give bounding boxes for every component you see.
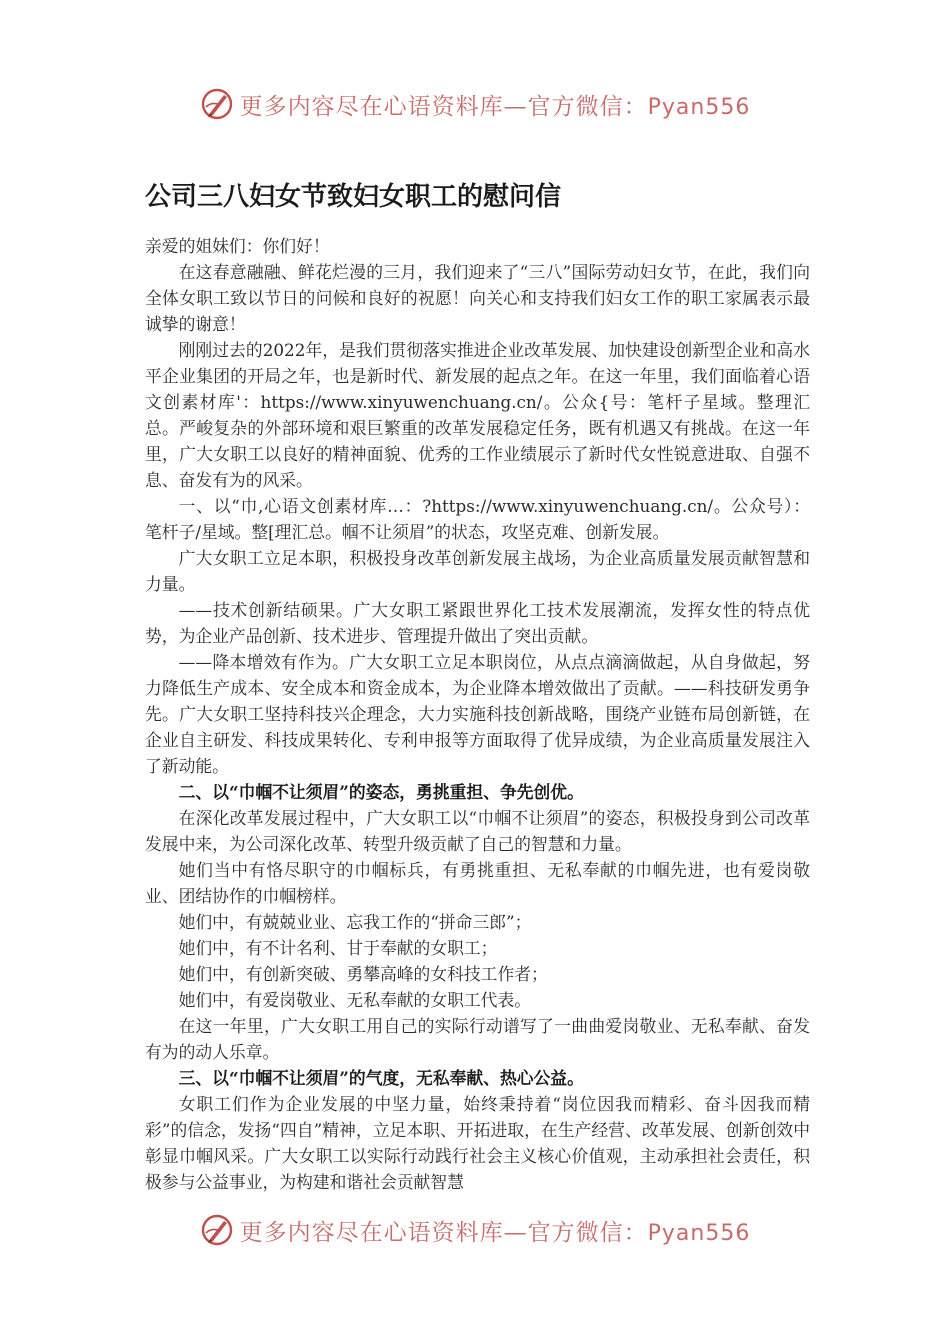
paragraph: 她们当中有恪尽职守的巾帼标兵，有勇挑重担、无私奉献的巾帼先进，也有爱岗敬业、团结协作的巾帼榜样。: [145, 860, 810, 906]
document-title: 公司三八妇女节致妇女职工的慰问信: [145, 182, 562, 212]
paragraph: 女职工们作为企业发展的中坚力量，始终秉持着“岗位因我而精彩、奋斗因我而精彩”的信念，发扬“四自”精神，立足本职、开拓进取，在生产经营、改革发展、创新创效中彰显巾帼风采。广大女职工以实际行动践行社会主义核心价值观，主动承担社会责任，积极参与公益事业，为构建和谐社会贡献智慧: [145, 1094, 810, 1192]
paragraph: ——技术创新结硕果。广大女职工紧跟世界化工技术发展潮流，发挥女性的特点优势，为企业产品创新、技术进步、管理提升做出了突出贡献。: [145, 600, 810, 646]
paragraph: 她们中，有不计名利、甘于奉献的女职工；: [178, 938, 498, 958]
watermark-text: 更多内容尽在心语资料库—官方微信：Pyan556: [239, 93, 751, 120]
paragraph: 她们中，有创新突破、勇攀高峰的女科技工作者；: [178, 964, 548, 984]
watermark-text: 更多内容尽在心语资料库—官方微信：Pyan556: [239, 1219, 751, 1246]
paragraph: 她们中，有兢兢业业、忘我工作的“拼命三郎”；: [178, 912, 532, 932]
pen-logo-icon: [200, 1213, 234, 1247]
paragraph: 广大女职工立足本职，积极投身改革创新发展主战场，为企业高质量发展贡献智慧和力量。: [145, 548, 810, 594]
section-heading-2: 二、以“巾帼不让须眉”的姿态，勇挑重担、争先创优。: [178, 782, 584, 802]
pen-logo-icon: [200, 87, 234, 121]
section-heading-3: 三、以“巾帼不让须眉”的气度，无私奉献、热心公益。: [178, 1068, 584, 1088]
paragraph: 在这一年里，广大女职工用自己的实际行动谱写了一曲曲爱岗敬业、无私奉献、奋发有为的动人乐章。: [145, 1016, 810, 1062]
paragraph: 她们中，有爱岗敬业、无私奉献的女职工代表。: [178, 990, 532, 1010]
footer-watermark-banner: [0, 1210, 950, 1250]
paragraph: 在这春意融融、鲜花烂漫的三月，我们迎来了“三八”国际劳动妇女节，在此，我们向全体女职工致以节日的问候和良好的祝愿！向关心和支持我们妇女工作的职工家属表示最诚挚的谢意！: [145, 262, 810, 334]
paragraph: ——降本增效有作为。广大女职工立足本职岗位，从点点滴滴做起，从自身做起，努力降低生产成本、安全成本和资金成本，为企业降本增效做出了贡献。——科技研发勇争先。广大女职工坚持科技兴企理念，大力实施科技创新战略，围绕产业链布局创新链，在企业自主研发、科技成果转化、专利申报等方面取得了优异成绩，为企业高质量发展注入了新动能。: [145, 652, 810, 776]
paragraph: 刚刚过去的2022年，是我们贯彻落实推进企业改革发展、加快建设创新型企业和高水平企业集团的开局之年，也是新时代、新发展的起点之年。在这一年里，我们面临着心语文创素材库'：https://www.xinyuwenchuang.cn/。公众{号：笔杆子星域。整理汇总。严峻复杂的外部环境和艰巨繁重的改革发展稳定任务，既有机遇又有挑战。在这一年里，广大女职工以良好的精神面貌、优秀的工作业绩展示了新时代女性锐意进取、自强不息、奋发有为的风采。: [145, 340, 810, 490]
salutation: 亲爱的姐妹们：你们好！: [145, 236, 330, 256]
paragraph: 一、以“巾,心语文创素材库…：?https://www.xinyuwenchuang.cn/。公众号）：笔杆子/星域。整[理汇总。帼不让须眉”的状态，攻坚克难、创新发展。: [145, 496, 810, 542]
paragraph: 在深化改革发展过程中，广大女职工以“巾帼不让须眉”的姿态，积极投身到公司改革发展中来，为公司深化改革、转型升级贡献了自己的智慧和力量。: [145, 808, 810, 854]
letter-body: [145, 233, 810, 1195]
header-watermark-banner: [0, 84, 950, 124]
